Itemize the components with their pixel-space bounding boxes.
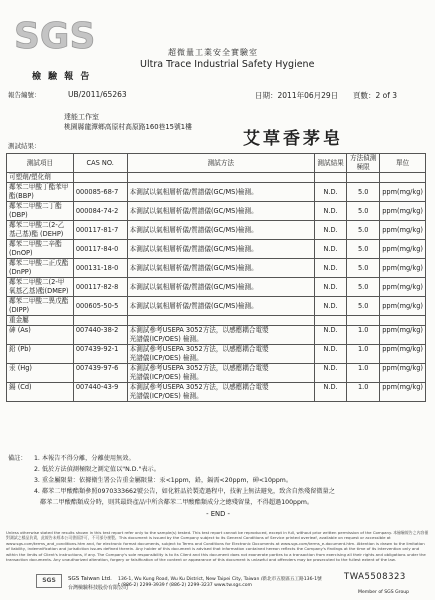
footer-company-en: SGS Taiwan Ltd. — [68, 576, 112, 582]
test-item-line2: 基己基)酯 (DEHP) — [9, 230, 64, 238]
test-item-line2: (DnPP) — [9, 268, 32, 276]
cas-number: 000117-82-8 — [73, 278, 127, 297]
test-method: 本測試以氣相層析儀/質譜儀(GC/MS)檢測。 — [127, 202, 314, 221]
sgs-logo-text: SGS — [14, 16, 96, 54]
header-result: 測試結果 — [314, 154, 346, 173]
test-method: 本測試以氣相層析儀/質譜儀(GC/MS)檢測。 — [127, 221, 314, 240]
test-item: 砷 (As) — [7, 326, 74, 345]
lab-name-en: Ultra Trace Industrial Safety Hygiene — [140, 59, 315, 70]
test-item — [7, 183, 74, 202]
page-footer — [0, 570, 435, 600]
unit: ppm(mg/kg) — [380, 297, 426, 316]
table-row — [7, 221, 426, 240]
test-method: 本測試以氣相層析儀/質譜儀(GC/MS)檢測。 — [127, 240, 314, 259]
test-result: N.D. — [314, 221, 346, 240]
test-method-line2: 光譜儀(ICP/OES) 檢測。 — [129, 354, 203, 362]
unit: ppm(mg/kg) — [380, 278, 426, 297]
footer-address: 136-1, Wu Kung Road, Wu Ku District, New Taipei City, Taiwan /新北市五股區五工路136-1號 — [118, 577, 322, 582]
detection-limit: 1.0 — [347, 383, 380, 402]
test-item-line1: 鄰苯二甲酸二正戊酯 — [9, 259, 69, 267]
test-method: 本測試以氣相層析儀/質譜儀(GC/MS)檢測。 — [127, 297, 314, 316]
test-item — [7, 297, 74, 316]
test-result: N.D. — [314, 345, 346, 364]
test-item — [7, 202, 74, 221]
table-row — [7, 364, 426, 383]
test-item-line1: 鄰苯二甲酸二丁酯 — [9, 202, 62, 210]
cas-number: 000117-81-7 — [73, 221, 127, 240]
sample-name: 艾草香茅皂 — [243, 129, 343, 149]
table-row — [7, 259, 426, 278]
table-row — [7, 383, 426, 402]
document-title: 檢 驗 報 告 — [32, 72, 92, 82]
cas-number: 000605-50-5 — [73, 297, 127, 316]
test-result: N.D. — [314, 297, 346, 316]
empty-cell — [127, 316, 314, 326]
note-line: 3. 重金屬限量：依據衛生署公告重金屬限量：汞<1ppm，鉛，鎘需<20ppm，砷<10ppm。 — [34, 477, 293, 484]
detection-limit: 5.0 — [347, 240, 380, 259]
notes-body — [34, 453, 428, 508]
test-item-line2: (DIPP) — [9, 306, 30, 314]
test-result: N.D. — [314, 326, 346, 345]
footer-serial: TWA5508323 — [344, 572, 406, 582]
test-item: 鉛 (Pb) — [7, 345, 74, 364]
detection-limit: 1.0 — [347, 345, 380, 364]
group-label-heavy-metals: 重金屬 — [7, 316, 74, 326]
detection-limit: 5.0 — [347, 202, 380, 221]
results-label: 測試結果： — [8, 142, 41, 150]
results-table — [6, 153, 426, 402]
unit: ppm(mg/kg) — [380, 183, 426, 202]
footer-logo: SGS — [36, 574, 62, 588]
empty-cell — [73, 316, 127, 326]
cas-number: 007439-92-1 — [73, 345, 127, 364]
note-line: 鄰苯二甲酸酯類成分時，則其最終產品中所含鄰苯二甲酸酯類成分之總殘留量，不得超過100ppm。 — [34, 499, 314, 506]
table-row — [7, 297, 426, 316]
report-page: 頁數：2 of 3 — [353, 91, 398, 100]
empty-cell — [347, 316, 380, 326]
test-item — [7, 278, 74, 297]
test-item — [7, 259, 74, 278]
test-item-line1: 鄰苯二甲酸二(2-甲 — [9, 278, 65, 286]
test-item-line2: 酯(BBP) — [9, 192, 34, 200]
disclaimer-text: Unless otherwise stated the results shown in this test report refer only to the sample(s) tested. This test report cannot be reproduced, except in full, without prior written permission of the Company. 本檢驗報告之內容僅對測試之樣品負責，此報告未經本公司書面許可，不可部分複製。This document is issued by the Company subject to its General Conditions of Service printed overleaf, available on request or accessible at www.sgs.com/terms_and_conditions.htm and, for electronic format documents, subject to Terms and Conditions for Electronic Documents at www.sgs.com/terms_e-document.htm. Attention is drawn to the limitation of liability, indemnification and jurisdiction issues defined therein. Any holder of this document is advised that information contained hereon reflects the Company's findings at the time of its intervention only and within the limits of Client's instructions, if any. The Company's sole responsibility is to its Client and this document does not exonerate parties to a transaction from exercising all their rights and obligations under the transaction documents. Any unauthorized alteration, forgery or falsification of the content or appearance of this document is unlawful and offenders may be prosecuted to the fullest extent of the law. — [6, 530, 429, 563]
end-marker: - END - — [206, 510, 230, 518]
cas-number: 000117-84-0 — [73, 240, 127, 259]
lab-name-cn: 超微量工業安全實驗室 — [168, 48, 258, 57]
note-line: 1. 本報告不得分離，分離使用無效。 — [34, 455, 135, 462]
detection-limit: 5.0 — [347, 259, 380, 278]
test-method-line1: 本測試參考USEPA 3052方法，以感應耦合電漿 — [129, 326, 269, 334]
detection-limit: 5.0 — [347, 278, 380, 297]
header-method: 測試方法 — [127, 154, 314, 173]
table-row — [7, 326, 426, 345]
sgs-logo-graphic — [10, 14, 120, 54]
table-header-row — [7, 154, 426, 173]
footer-company-cn: 台灣檢驗科技股份有限公司 — [68, 585, 129, 591]
test-method: 本測試以氣相層析儀/質譜儀(GC/MS)檢測。 — [127, 259, 314, 278]
unit: ppm(mg/kg) — [380, 240, 426, 259]
test-item-line1: 鄰苯二甲酸二異戊酯 — [9, 297, 69, 305]
unit: ppm(mg/kg) — [380, 221, 426, 240]
unit: ppm(mg/kg) — [380, 259, 426, 278]
detection-limit: 1.0 — [347, 326, 380, 345]
unit: ppm(mg/kg) — [380, 345, 426, 364]
report-number-label: 報告編號： — [8, 91, 41, 99]
unit: ppm(mg/kg) — [380, 202, 426, 221]
test-method-line2: 光譜儀(ICP/OES) 檢測。 — [129, 392, 203, 400]
notes-section — [8, 453, 428, 520]
test-result: N.D. — [314, 240, 346, 259]
cas-number: 007439-97-6 — [73, 364, 127, 383]
group-label-plasticizers: 可塑劑/塑化劑 — [7, 173, 74, 183]
test-method: 本測試以氣相層析儀/質譜儀(GC/MS)檢測。 — [127, 278, 314, 297]
test-item-line2: (DnOP) — [9, 249, 33, 257]
sgs-logo — [10, 14, 120, 54]
report-date: 日期：2011年06月29日 — [255, 91, 339, 100]
note-line: 4. 鄰苯二甲酸酯類參照0970333662號公告，如化粧品於製造過程中，技術上無法避免，致含自然殘留微量之 — [34, 488, 335, 495]
report-number: UB/2011/65263 — [68, 90, 127, 99]
table-row — [7, 240, 426, 259]
test-item-line1: 鄰苯二甲酸丁酯苯甲 — [9, 183, 69, 191]
test-item-line1: 鄰苯二甲酸二辛酯 — [9, 240, 62, 248]
test-method-line2: 光譜儀(ICP/OES) 檢測。 — [129, 335, 203, 343]
test-method-line1: 本測試參考USEPA 3052方法，以感應耦合電漿 — [129, 364, 269, 372]
client-address: 桃園縣龍潭鄉高原村高原路160巷15號1樓 — [64, 123, 192, 131]
test-item-line2: 氧基乙基)酯(DMEP) — [9, 287, 69, 295]
detection-limit: 5.0 — [347, 183, 380, 202]
group-row-plasticizers — [7, 173, 426, 183]
test-result: N.D. — [314, 383, 346, 402]
note-line: 2. 低於方法偵測極限之測定值以"N.D."表示。 — [34, 466, 160, 473]
test-result: N.D. — [314, 259, 346, 278]
header-item: 測試項目 — [7, 154, 74, 173]
test-result: N.D. — [314, 202, 346, 221]
unit: ppm(mg/kg) — [380, 326, 426, 345]
test-result: N.D. — [314, 364, 346, 383]
test-method — [127, 364, 314, 383]
footer-contact: t (886-2) 2299-3939 f (886-2) 2299-3237 www.tw.sgs.com — [118, 583, 253, 588]
header-unit: 單位 — [380, 154, 426, 173]
test-item — [7, 221, 74, 240]
test-method: 本測試以氣相層析儀/質譜儀(GC/MS)檢測。 — [127, 183, 314, 202]
notes-label: 備註： — [8, 455, 27, 462]
test-method-line2: 光譜儀(ICP/OES) 檢測。 — [129, 373, 203, 381]
table-row — [7, 183, 426, 202]
client-name: 達能工作室 — [64, 113, 99, 121]
table-row — [7, 278, 426, 297]
test-method-line1: 本測試參考USEPA 3052方法，以感應耦合電漿 — [129, 345, 269, 353]
results-table-body — [7, 173, 426, 402]
footer-member: Member of SGS Group — [358, 590, 410, 595]
detection-limit: 5.0 — [347, 297, 380, 316]
detection-limit: 1.0 — [347, 364, 380, 383]
test-method-line1: 本測試參考USEPA 3052方法，以感應耦合電漿 — [129, 383, 269, 391]
test-result: N.D. — [314, 183, 346, 202]
test-item — [7, 240, 74, 259]
table-row — [7, 345, 426, 364]
group-row-heavy-metals — [7, 316, 426, 326]
test-result: N.D. — [314, 278, 346, 297]
test-item: 汞 (Hg) — [7, 364, 74, 383]
cas-number: 000085-68-7 — [73, 183, 127, 202]
header-limit: 方法偵測極限 — [347, 154, 380, 173]
header-cas: CAS NO. — [73, 154, 127, 173]
test-method — [127, 345, 314, 364]
detection-limit: 5.0 — [347, 221, 380, 240]
cas-number: 007440-38-2 — [73, 326, 127, 345]
unit: ppm(mg/kg) — [380, 383, 426, 402]
test-method — [127, 383, 314, 402]
empty-cell — [314, 316, 346, 326]
report-header — [8, 90, 427, 102]
unit: ppm(mg/kg) — [380, 364, 426, 383]
cas-number: 000084-74-2 — [73, 202, 127, 221]
empty-cell — [380, 316, 426, 326]
cas-number: 000131-18-0 — [73, 259, 127, 278]
cas-number: 007440-43-9 — [73, 383, 127, 402]
test-item-line1: 鄰苯二甲酸二(2-乙 — [9, 221, 65, 229]
test-method — [127, 326, 314, 345]
table-row — [7, 202, 426, 221]
test-item-line2: (DBP) — [9, 211, 28, 219]
test-item: 鎘 (Cd) — [7, 383, 74, 402]
